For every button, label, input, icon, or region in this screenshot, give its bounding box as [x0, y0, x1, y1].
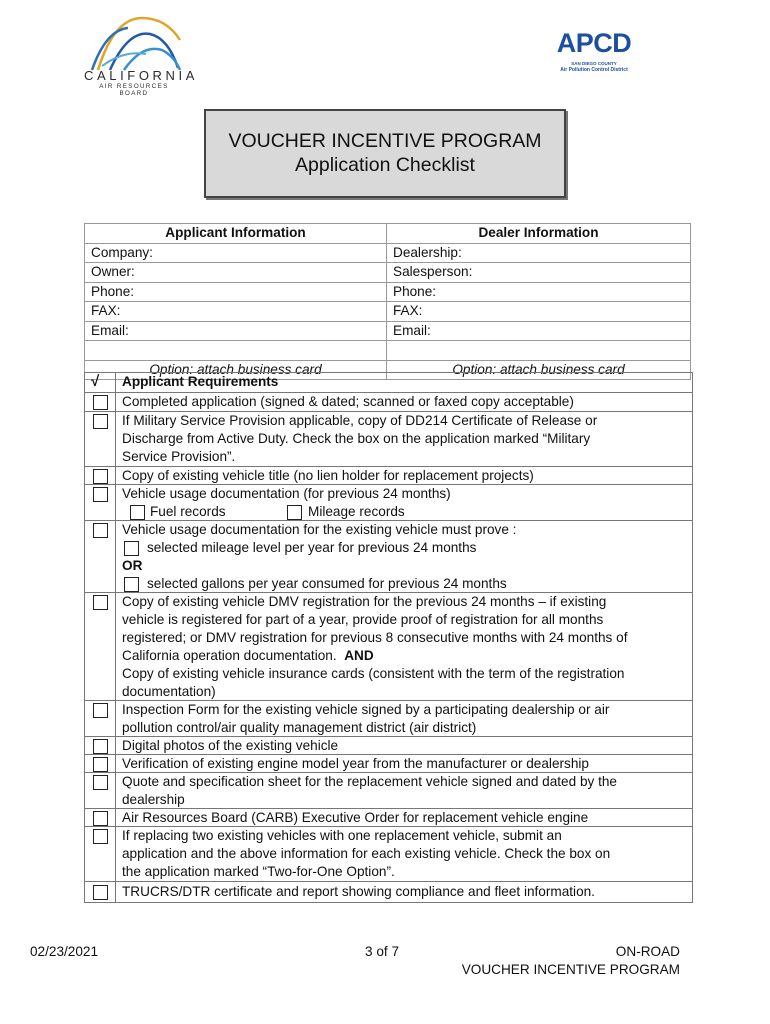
dealer-blank-row [387, 341, 691, 361]
requirement-text: Air Resources Board (CARB) Executive Order for replacement vehicle engine [122, 810, 589, 825]
requirement-text: registered; or DMV registration for previous 8 consecutive months with 24 months of [122, 630, 628, 645]
list-item [85, 881, 692, 902]
list-item [85, 592, 692, 701]
checkbox[interactable] [93, 775, 108, 790]
gallons-option-checkbox[interactable] [124, 577, 139, 592]
requirement-text: vehicle is registered for part of a year, provide proof of registration for all months [122, 612, 604, 627]
requirement-text: dealership [122, 792, 185, 807]
requirement-text: If Military Service Provision applicable, copy of DD214 Certificate of Release or [122, 413, 598, 428]
applicant-info-header: Applicant Information [85, 224, 387, 244]
dealer-email-field[interactable]: Email: [387, 321, 691, 341]
checkbox[interactable] [93, 829, 108, 844]
list-item [85, 466, 692, 485]
apcd-subtitle-2: Air Pollution Control District [560, 67, 628, 73]
apcd-subtitle-1: SAN DIEGO COUNTY [571, 61, 617, 66]
checkbox[interactable] [93, 757, 108, 772]
requirement-text: Copy of existing vehicle insurance cards (consistent with the term of the registration [122, 666, 625, 681]
requirement-text [122, 647, 686, 665]
checkbox[interactable] [93, 395, 108, 410]
requirement-text: Discharge from Active Duty. Check the box on the application marked “Military [122, 431, 591, 446]
checkbox[interactable] [93, 487, 108, 502]
requirement-text-part: California operation documentation. [122, 648, 337, 663]
requirement-text: TRUCRS/DTR certificate and report showing compliance and fleet information. [122, 884, 595, 899]
list-item [85, 392, 692, 412]
list-item [85, 700, 692, 737]
fuel-records-checkbox[interactable] [130, 505, 145, 520]
dealer-info-header: Dealer Information [387, 224, 691, 244]
page-title: VOUCHER INCENTIVE PROGRAM [228, 130, 542, 152]
list-item [85, 826, 692, 882]
fuel-records-label: Fuel records [150, 504, 226, 519]
checkbox[interactable] [93, 414, 108, 429]
requirement-text: Copy of existing vehicle DMV registration for the previous 24 months – if existing [122, 594, 607, 609]
info-table [84, 223, 691, 380]
title-box [204, 109, 566, 198]
carb-name: CALIFORNIA [84, 68, 199, 83]
list-item [85, 484, 692, 521]
list-item [85, 520, 692, 593]
requirement-text: pollution control/air quality management district (air district) [122, 720, 477, 735]
footer-date: 02/23/2021 [30, 944, 99, 959]
checkbox[interactable] [93, 595, 108, 610]
requirements-header: Applicant Requirements [122, 374, 279, 389]
requirement-text: Vehicle usage documentation for the existing vehicle must prove : [122, 522, 517, 537]
applicant-phone-field[interactable]: Phone: [85, 282, 387, 302]
checkbox[interactable] [93, 469, 108, 484]
list-item [85, 808, 692, 827]
requirements-header-row [85, 373, 692, 392]
dealer-salesperson-field[interactable]: Salesperson: [387, 263, 691, 283]
applicant-owner-field[interactable]: Owner: [85, 263, 387, 283]
mileage-records-checkbox[interactable] [287, 505, 302, 520]
footer-page-number: 3 of 7 [365, 944, 400, 959]
list-item [85, 772, 692, 809]
requirement-text: Completed application (signed & dated; scanned or faxed copy acceptable) [122, 394, 574, 409]
requirement-text: Service Provision”. [122, 449, 236, 464]
applicant-email-field[interactable]: Email: [85, 321, 387, 341]
checkbox[interactable] [93, 811, 108, 826]
apcd-logo-text: APCD [556, 28, 632, 58]
dealer-fax-field[interactable]: FAX: [387, 302, 691, 322]
mileage-records-label: Mileage records [308, 504, 405, 519]
dealer-dealership-field[interactable]: Dealership: [387, 243, 691, 263]
requirement-text: Inspection Form for the existing vehicle signed by a participating dealership or air [122, 702, 610, 717]
applicant-company-field[interactable]: Company: [85, 243, 387, 263]
requirement-text: Vehicle usage documentation (for previous 24 months) [122, 486, 451, 501]
list-item [85, 411, 692, 467]
list-item [85, 754, 692, 773]
carb-subtitle: AIR RESOURCES BOARD [99, 83, 169, 97]
footer-program-line1: ON-ROAD [615, 944, 680, 959]
requirement-text: the application marked “Two-for-One Option”. [122, 864, 395, 879]
dealer-phone-field[interactable]: Phone: [387, 282, 691, 302]
gallons-option-label: selected gallons per year consumed for previous 24 months [147, 576, 507, 591]
footer-program-line2: VOUCHER INCENTIVE PROGRAM [461, 962, 680, 977]
requirement-text: Digital photos of the existing vehicle [122, 738, 339, 753]
requirement-text: Copy of existing vehicle title (no lien holder for replacement projects) [122, 468, 534, 483]
requirement-text: Quote and specification sheet for the replacement vehicle signed and dated by the [122, 774, 617, 789]
check-symbol: √ [91, 373, 100, 390]
requirement-text: Verification of existing engine model year from the manufacturer or dealership [122, 756, 589, 771]
checkbox[interactable] [93, 739, 108, 754]
applicant-blank-row [85, 341, 387, 361]
list-item [85, 736, 692, 755]
checkbox[interactable] [93, 885, 108, 900]
requirement-text: documentation) [122, 684, 216, 699]
requirements-table [84, 372, 693, 903]
applicant-option-note: Option: attach business card [85, 360, 387, 380]
requirement-text: If replacing two existing vehicles with one replacement vehicle, submit an [122, 828, 562, 843]
dealer-option-note: Option: attach business card [387, 360, 691, 380]
applicant-fax-field[interactable]: FAX: [85, 302, 387, 322]
requirement-text: application and the above information for each existing vehicle. Check the box on [122, 846, 611, 861]
checkbox[interactable] [93, 703, 108, 718]
page-subtitle: Application Checklist [295, 154, 475, 176]
checkbox[interactable] [93, 523, 108, 538]
mileage-option-label: selected mileage level per year for previous 24 months [147, 540, 477, 555]
mileage-option-checkbox[interactable] [124, 541, 139, 556]
and-label: AND [344, 648, 374, 663]
or-label: OR [122, 558, 143, 573]
